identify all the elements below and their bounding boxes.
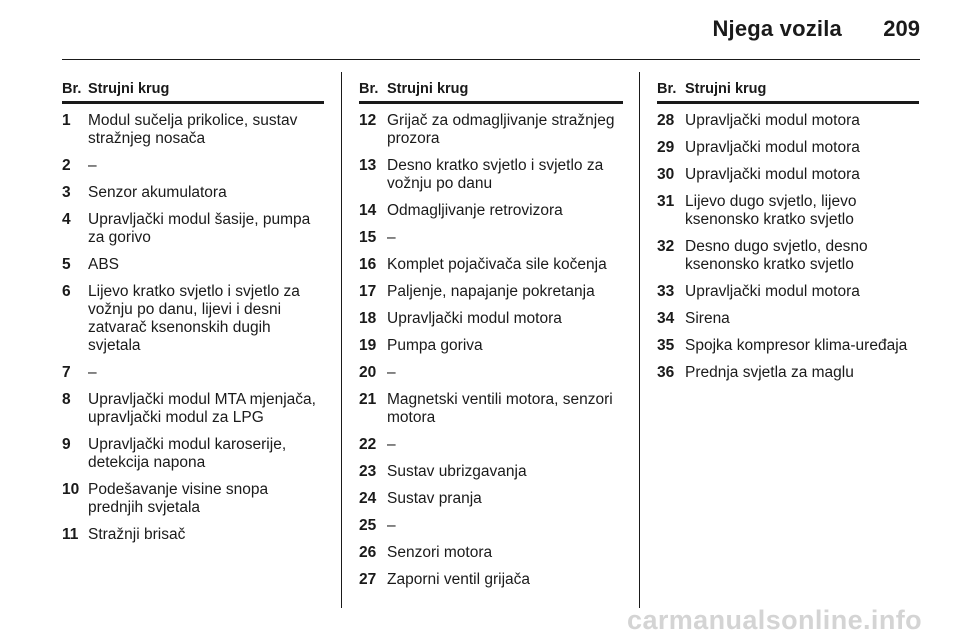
page-header: [0, 0, 960, 60]
table-row: [359, 517, 623, 535]
fuse-number: 35: [657, 337, 675, 354]
table-row: [62, 481, 324, 517]
fuse-rows: [359, 112, 623, 589]
circuit-description: Upravljački modul šasije, pumpa za gorivo: [88, 211, 311, 246]
column-header-number: Br.: [657, 81, 677, 97]
table-row: [62, 112, 324, 148]
table-row: [359, 157, 623, 193]
fuse-number: 29: [657, 139, 675, 156]
table-row: [359, 310, 623, 328]
table-row: [359, 112, 623, 148]
watermark-text: carmanualsonline.info: [627, 605, 922, 635]
fuse-number: 17: [359, 283, 377, 300]
table-row: [657, 310, 919, 328]
fuse-number: 24: [359, 490, 377, 507]
circuit-description: Stražnji brisač: [88, 526, 186, 543]
fuse-number: 18: [359, 310, 377, 327]
fuse-number: 36: [657, 364, 675, 381]
column-header-number: Br.: [62, 81, 82, 97]
circuit-description: –: [88, 157, 97, 174]
table-row: [359, 202, 623, 220]
fuse-number: 28: [657, 112, 675, 129]
fuse-rows: [62, 112, 324, 544]
fuse-number: 33: [657, 283, 675, 300]
table-row: [657, 112, 919, 130]
table-row: [359, 490, 623, 508]
table-header: [359, 81, 623, 104]
fuse-number: 14: [359, 202, 377, 219]
circuit-description: Senzor akumulatora: [88, 184, 227, 201]
table-row: [359, 283, 623, 301]
table-header: [657, 81, 919, 104]
circuit-description: Pumpa goriva: [387, 337, 483, 354]
table-row: [359, 544, 623, 562]
fuse-number: 11: [62, 526, 79, 543]
circuit-description: Upravljački modul motora: [387, 310, 562, 327]
table-row: [359, 391, 623, 427]
column-header-circuit: Strujni krug: [387, 81, 469, 97]
circuit-description: –: [387, 436, 396, 453]
column-header-number: Br.: [359, 81, 379, 97]
page-number: 209: [883, 16, 920, 41]
fuse-number: 9: [62, 436, 71, 453]
fuse-number: 1: [62, 112, 71, 129]
fuse-number: 8: [62, 391, 71, 408]
circuit-description: Upravljački modul motora: [685, 112, 860, 129]
circuit-description: Upravljački modul MTA mjenjača, upravljački modul za LPG: [88, 391, 316, 426]
header-rule: [62, 59, 920, 60]
fuse-number: 26: [359, 544, 377, 561]
circuit-description: –: [88, 364, 97, 381]
table-row: [359, 256, 623, 274]
circuit-description: Podešavanje visine snopa prednjih svjetala: [88, 481, 269, 516]
table-row: [657, 364, 919, 382]
table-row: [62, 283, 324, 355]
fuse-number: 2: [62, 157, 71, 174]
fuse-number: 15: [359, 229, 377, 246]
table-row: [359, 229, 623, 247]
table-row: [657, 283, 919, 301]
fuse-number: 31: [657, 193, 675, 210]
circuit-description: –: [387, 517, 396, 534]
column-header-circuit: Strujni krug: [88, 81, 170, 97]
table-row: [657, 238, 919, 274]
table-row: [657, 166, 919, 184]
circuit-description: Desno kratko svjetlo i svjetlo za vožnju po danu: [387, 157, 604, 192]
table-row: [359, 436, 623, 454]
fuse-number: 10: [62, 481, 80, 498]
fuse-table-column-2: [359, 81, 623, 598]
circuit-description: Odmagljivanje retrovizora: [387, 202, 563, 219]
fuse-number: 12: [359, 112, 377, 129]
circuit-description: Upravljački modul motora: [685, 283, 860, 300]
fuse-number: 19: [359, 337, 377, 354]
column-divider: [341, 72, 342, 608]
table-row: [657, 193, 919, 229]
table-row: [359, 571, 623, 589]
table-row: [62, 364, 324, 382]
table-row: [359, 364, 623, 382]
circuit-description: Sirena: [685, 310, 730, 327]
table-row: [657, 337, 919, 355]
circuit-description: Upravljački modul motora: [685, 139, 860, 156]
fuse-number: 4: [62, 211, 71, 228]
table-row: [62, 256, 324, 274]
fuse-number: 13: [359, 157, 377, 174]
table-row: [62, 526, 324, 544]
circuit-description: Sustav pranja: [387, 490, 482, 507]
column-divider: [639, 72, 640, 608]
table-row: [62, 184, 324, 202]
table-row: [657, 139, 919, 157]
circuit-description: Lijevo dugo svjetlo, lijevo ksenonsko kratko svjetlo: [685, 193, 857, 228]
table-row: [62, 211, 324, 247]
circuit-description: Zaporni ventil grijača: [387, 571, 531, 588]
fuse-number: 22: [359, 436, 377, 453]
circuit-description: Upravljački modul karoserije, detekcija napona: [88, 436, 287, 471]
circuit-description: Sustav ubrizgavanja: [387, 463, 527, 480]
fuse-table-column-3: [657, 81, 919, 391]
table-row: [359, 337, 623, 355]
fuse-number: 32: [657, 238, 675, 255]
table-header: [62, 81, 324, 104]
circuit-description: –: [387, 364, 396, 381]
circuit-description: Upravljački modul motora: [685, 166, 860, 183]
circuit-description: –: [387, 229, 396, 246]
fuse-number: 30: [657, 166, 675, 183]
fuse-rows: [657, 112, 919, 382]
fuse-table-column-1: [62, 81, 324, 553]
circuit-description: Prednja svjetla za maglu: [685, 364, 854, 381]
fuse-number: 16: [359, 256, 377, 273]
page-title: Njega vozila: [712, 16, 842, 41]
fuse-number: 34: [657, 310, 675, 327]
fuse-number: 5: [62, 256, 71, 273]
fuse-number: 23: [359, 463, 377, 480]
circuit-description: Desno dugo svjetlo, desno ksenonsko kratko svjetlo: [685, 238, 868, 273]
circuit-description: Senzori motora: [387, 544, 493, 561]
fuse-number: 25: [359, 517, 377, 534]
table-row: [62, 157, 324, 175]
table-row: [62, 391, 324, 427]
fuse-number: 6: [62, 283, 71, 300]
fuse-number: 21: [359, 391, 377, 408]
fuse-number: 7: [62, 364, 71, 381]
fuse-number: 3: [62, 184, 71, 201]
fuse-number: 20: [359, 364, 377, 381]
circuit-description: Modul sučelja prikolice, sustav stražnjeg nosača: [88, 112, 298, 147]
circuit-description: Grijač za odmagljivanje stražnjeg prozora: [387, 112, 615, 147]
circuit-description: Spojka kompresor klima-uređaja: [685, 337, 908, 354]
circuit-description: ABS: [88, 256, 120, 273]
table-row: [62, 436, 324, 472]
circuit-description: Lijevo kratko svjetlo i svjetlo za vožnju po danu, lijevi i desni zatvarač ksenonskih dugih svjetala: [88, 283, 300, 354]
circuit-description: Komplet pojačivača sile kočenja: [387, 256, 607, 273]
table-row: [359, 463, 623, 481]
circuit-description: Paljenje, napajanje pokretanja: [387, 283, 595, 300]
circuit-description: Magnetski ventili motora, senzori motora: [387, 391, 613, 426]
column-header-circuit: Strujni krug: [685, 81, 767, 97]
fuse-number: 27: [359, 571, 377, 588]
